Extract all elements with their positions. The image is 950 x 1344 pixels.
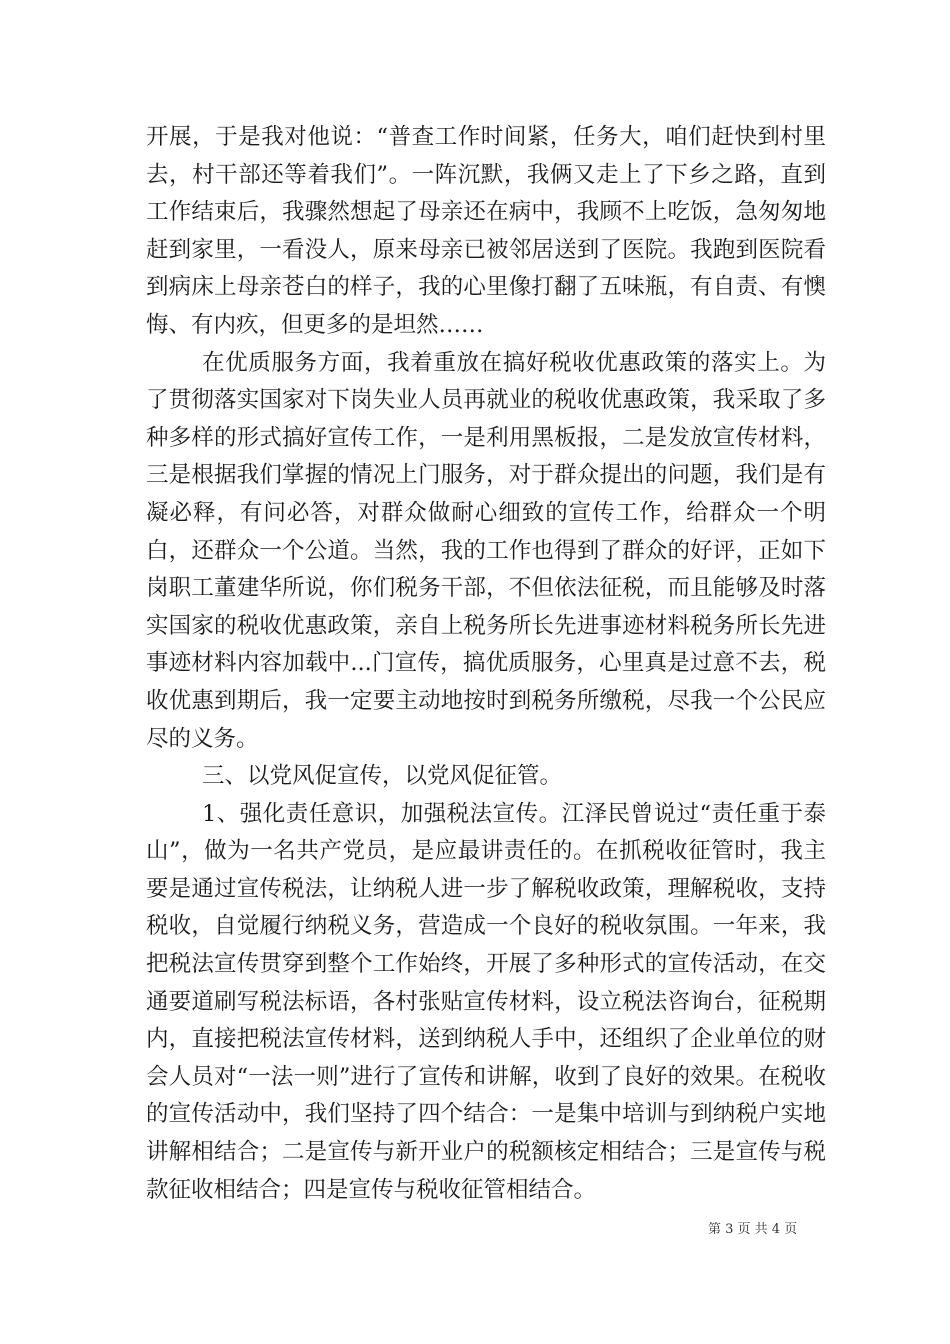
document-body bbox=[146, 119, 826, 1209]
paragraph-3: 1、强化责任意识，加强税法宣传。江泽民曾说过“责任重于泰山”，做为一名共产党员，是应最讲责任的。在抓税收征管时，我主要是通过宣传税法，让纳税人进一步了解税收政策，理解税收，支持税收，自觉履行纳税义务，营造成一个良好的税收氛围。一年来，我把税法宣传贯穿到整个工作始终，开展了多种形式的宣传活动，在交通要道刷写税法标语，各村张贴宣传材料，设立税法咨询台，征税期内，直接把税法宣传材料，送到纳税人手中，还组织了企业单位的财会人员对“一法一则”进行了宣传和讲解，收到了良好的效果。在税收的宣传活动中，我们坚持了四个结合：一是集中培训与到纳税户实地讲解相结合；二是宣传与新开业户的税额核定相结合；三是宣传与税款征收相结合；四是宣传与税收征管相结合。 bbox=[146, 800, 826, 1203]
paragraph-2: 在优质服务方面，我着重放在搞好税收优惠政策的落实上。为了贯彻落实国家对下岗失业人员再就业的税收优惠政策，我采取了多种多样的形式搞好宣传工作，一是利用黑板报，二是发放宣传材料，三是根据我们掌握的情况上门服务，对于群众提出的问题，我们是有凝必释，有问必答，对群众做耐心细致的宣传工作，给群众一个明白，还群众一个公道。当然，我的工作也得到了群众的好评，正如下岗职工董建华所说，你们税务干部，不但依法征税，而且能够及时落实国家的税收优惠政策，亲自上税务所长先进事迹材料税务所长先进事迹材料内容加载中...门宣传，搞优质服务，心里真是过意不去，税收优惠到期后，我一定要主动地按时到税务所缴税，尽我一个公民应尽的义务。 bbox=[146, 349, 826, 752]
page-number: 第 3 页 共 4 页 bbox=[708, 1222, 798, 1237]
paragraph-1: 开展，于是我对他说：“普查工作时间紧，任务大，咱们赶快到村里去，村干部还等着我们”。一阵沉默，我俩又走上了下乡之路，直到工作结束后，我骤然想起了母亲还在病中，我顾不上吃饭，急匆匆地赶到家里，一看没人，原来母亲已被邻居送到了医院。我跑到医院看到病床上母亲苍白的样子，我的心里像打翻了五味瓶，有自责、有懊悔、有内疚，但更多的是坦然…… bbox=[146, 124, 826, 338]
section-heading: 三、以党风促宣传，以党风促征管。 bbox=[202, 763, 563, 790]
